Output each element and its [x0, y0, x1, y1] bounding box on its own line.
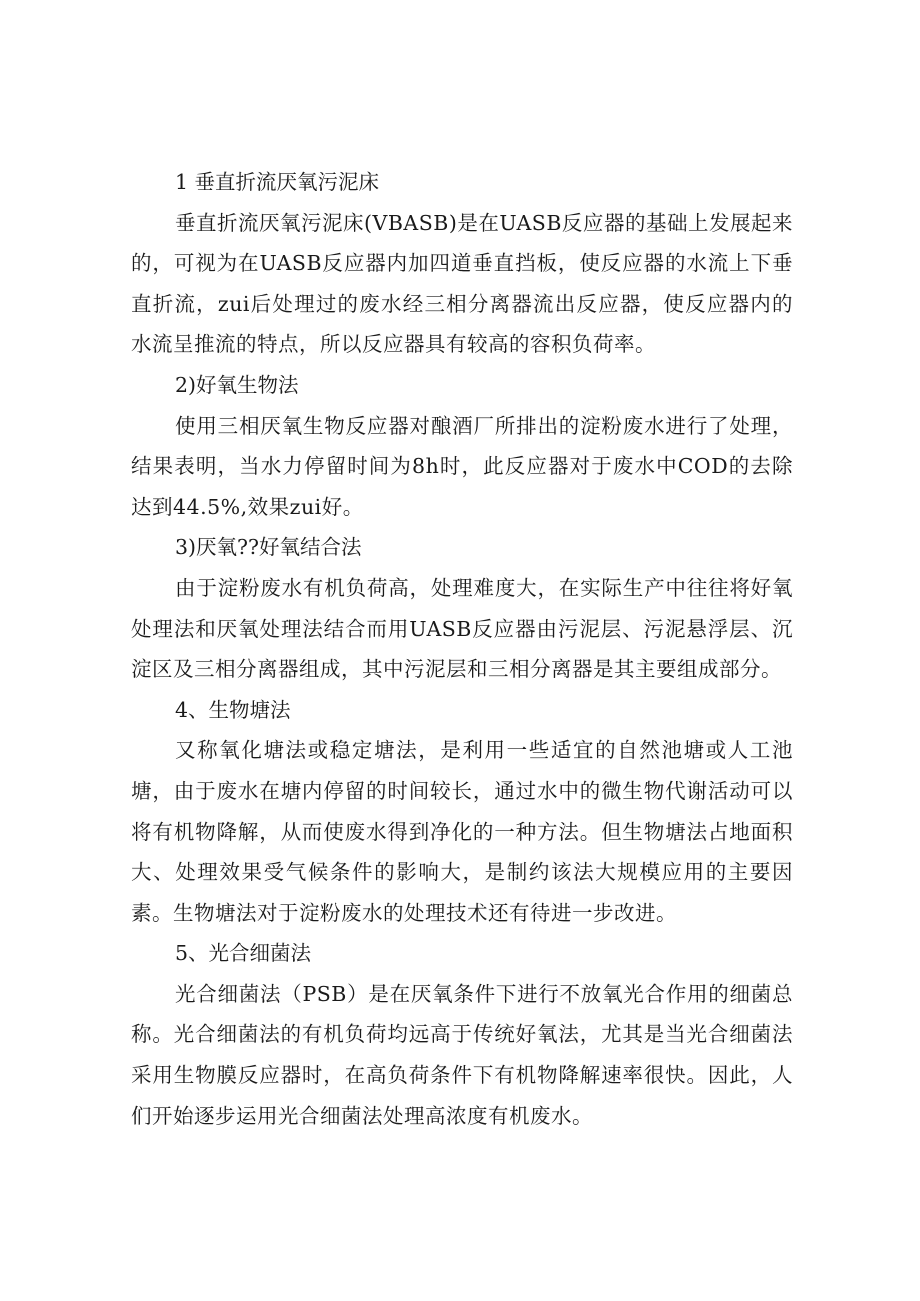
section-heading-psb: 5、光合细菌法	[175, 941, 312, 966]
section-body-aerobic: 使用三相厌氧生物反应器对酿酒厂所排出的淀粉废水进行了处理，结果表明，当水力停留时间为8h时，此反应器对于废水中COD的去除达到44.5%,效果zui好。	[131, 413, 793, 519]
section-body-pond: 又称氧化塘法或稳定塘法，是利用一些适宜的自然池塘或人工池塘，由于废水在塘内停留的时间较长，通过水中的微生物代谢活动可以将有机物降解，从而使废水得到净化的一种方法。但生物塘法占地面积大、处理效果受气候条件的影响大，是制约该法大规模应用的主要因素。生物塘法对于淀粉废水的处理技术还有待进一步改进。	[131, 738, 793, 925]
section-heading-combined: 3)厌氧??好氧结合法	[175, 535, 362, 560]
section-heading-aerobic: 2)好氧生物法	[175, 372, 299, 397]
section-body-vbasb: 垂直折流厌氧污泥床(VBASB)是在UASB反应器的基础上发展起来的，可视为在UASB反应器内加四道垂直挡板，使反应器的水流上下垂直折流，zui后处理过的废水经三相分离器流出反应器，使反应器内的水流呈推流的特点，所以反应器具有较高的容积负荷率。	[131, 210, 793, 357]
document-body	[131, 162, 793, 1136]
section-body-psb: 光合细菌法（PSB）是在厌氧条件下进行不放氧光合作用的细菌总称。光合细菌法的有机负荷均远高于传统好氧法，尤其是当光合细菌法采用生物膜反应器时，在高负荷条件下有机物降解速率很快。因此，人们开始逐步运用光合细菌法处理高浓度有机废水。	[131, 981, 793, 1128]
section-body-combined: 由于淀粉废水有机负荷高，处理难度大，在实际生产中往往将好氧处理法和厌氧处理法结合而用UASB反应器由污泥层、污泥悬浮层、沉淀区及三相分离器组成，其中污泥层和三相分离器是其主要组成部分。	[131, 575, 793, 682]
section-heading-vbasb: 1 垂直折流厌氧污泥床	[175, 170, 380, 194]
section-heading-pond: 4、生物塘法	[175, 697, 291, 722]
